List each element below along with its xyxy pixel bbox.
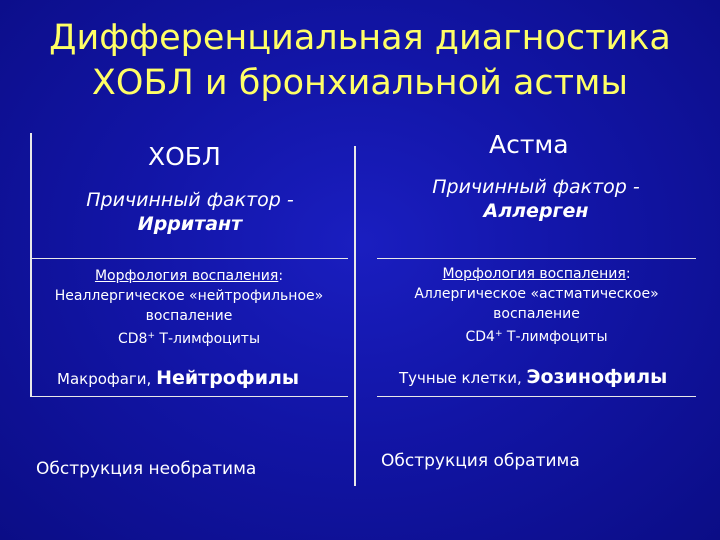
asthma-morphology xyxy=(377,264,696,347)
copd-divider-upper xyxy=(30,258,348,259)
copd-morph-label: Морфология воспаления xyxy=(94,268,279,284)
asthma-cd-suffix: Т-лимфоциты xyxy=(502,329,608,345)
asthma-cd-sup: + xyxy=(494,329,503,339)
asthma-morph-line3: воспаление xyxy=(493,306,580,322)
asthma-morph-colon: : xyxy=(625,266,631,282)
asthma-morph-label: Морфология воспаления xyxy=(442,266,626,282)
asthma-cells xyxy=(399,366,667,388)
copd-header: ХОБЛ xyxy=(148,142,221,171)
copd-cause xyxy=(40,188,340,236)
left-border-line xyxy=(30,133,32,397)
asthma-header: Астма xyxy=(489,130,569,159)
asthma-cause-value: Аллерген xyxy=(483,200,589,222)
copd-cells-small: Макрофаги, xyxy=(57,370,157,388)
copd-morph-line3: воспаление xyxy=(145,308,233,324)
asthma-cells-big: Эозинофилы xyxy=(526,366,668,388)
asthma-cause xyxy=(386,175,686,223)
copd-cause-value: Ирритант xyxy=(137,213,243,235)
copd-divider-lower xyxy=(30,396,348,397)
copd-cd-sup: + xyxy=(147,331,155,341)
asthma-obstruction: Обструкция обратима xyxy=(381,451,580,471)
copd-cells-big: Нейтрофилы xyxy=(156,367,300,389)
asthma-morph-line2: Аллергическое «астматическое» xyxy=(414,286,659,302)
center-divider-line xyxy=(354,146,356,486)
asthma-divider-lower xyxy=(377,396,696,397)
copd-cause-label: Причинный фактор - xyxy=(86,189,294,211)
asthma-divider-upper xyxy=(377,258,696,259)
copd-morph-line2: Неаллергическое «нейтрофильное» xyxy=(54,288,324,304)
copd-cd-suffix: Т-лимфоциты xyxy=(154,331,261,347)
copd-morph-colon: : xyxy=(278,268,284,284)
copd-obstruction: Обструкция необратима xyxy=(36,459,257,479)
copd-morphology xyxy=(30,266,348,349)
asthma-cells-small: Тучные клетки, xyxy=(399,369,527,387)
copd-cd-prefix: CD8 xyxy=(117,331,148,347)
asthma-cd-prefix: CD4 xyxy=(465,329,495,345)
copd-cells xyxy=(57,367,299,389)
slide-title xyxy=(0,16,720,106)
title-line-2: ХОБЛ и бронхиальной астмы xyxy=(91,63,629,103)
asthma-cause-label: Причинный фактор - xyxy=(432,176,640,198)
title-line-1: Дифференциальная диагностика xyxy=(49,18,671,58)
